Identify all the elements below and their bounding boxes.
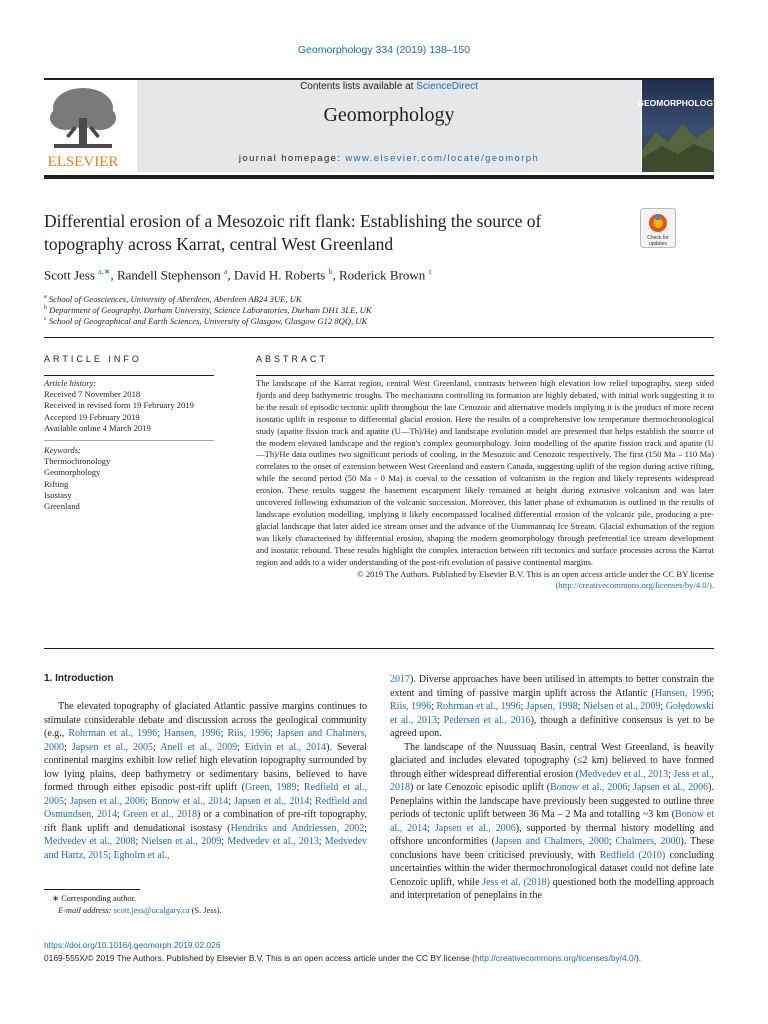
citation-link[interactable]: Nielsen et al., 2009 bbox=[582, 701, 661, 712]
masthead-bottom-rule bbox=[44, 175, 714, 179]
author-affil-marker[interactable]: a,∗ bbox=[98, 267, 111, 276]
citation-link[interactable]: Nielsen et al., 2009 bbox=[141, 836, 222, 847]
crossmark-icon bbox=[640, 208, 676, 248]
keywords-label: Keywords: bbox=[44, 445, 81, 455]
crossmark-text-1: Check for bbox=[647, 235, 669, 241]
history-item: Received in revised form 19 February 2019 bbox=[44, 400, 194, 411]
history-label: Article history: bbox=[44, 378, 97, 388]
citation-link[interactable]: Redfield (2010) bbox=[599, 849, 666, 861]
citation-link[interactable]: Eidvin et al., 2014 bbox=[244, 741, 327, 753]
intro-column-left: The elevated topography of glaciated Atlantic passive margins continues to stimulate considerable debate and discussion across the geological community (e.g., Rohrman et al., 1996; Hansen, 1996; Riis, 1996; Japsen and Chalmers, 2000; Japsen et al., 2005; Anell et al., 2009; Eidvin et al., 2014). Several continental margins exhibit low relief high elevation topography surrounded by low lying plains, deep bathymetry or sedimentary basins, believed to have formed through either episodic post-rift uplift (Green, 1989; Redfield et al., 2005; Japsen et al., 2006; Bonow et al., 2014; Japsen et al., 2014; Redfield and Osmundsen, 2014; Green et al., 2018) or a combination of pre-rift topography, rift flank uplift and denudational isostasy (Hendriks and Andriessen, 2002; Medvedev et al., 2008; Nielsen et al., 2009; Medvedev et al., 2013; Medvedev and Hartz, 2015; Egholm et al., bbox=[44, 701, 368, 861]
citation-link[interactable]: Pedersen et al., 2016 bbox=[443, 714, 531, 726]
citation-link[interactable]: Japsen et al., 2005 bbox=[71, 741, 154, 753]
abstract-bottom-rule bbox=[44, 648, 714, 649]
abstract-text: The landscape of the Karrat region, central West Greenland, contrasts between high elevation low relief topography, steep sided fjords and deep bathymetric troughs. The mechanisms controlling its formation are highly debated, with initial work suggesting it to be the result of episodic tectonic uplift throughout the late Cenozoic and alternative models implying it is the product of more recent isostatic uplift in response to differential glacial erosion. Here the results of a comprehensive low temperature thermochronological study (apatite fission track and apatite (U—Th)/He) and landscape evolution model are presented that helps establish the source of the modern elevated landscape and the region's complex geomorphology. Joint modelling of the apatite fission track and apatite (U—Th)/He data outlines two significant periods of cooling, in the Mesozoic and Cenozoic respectively. The first (150 Ma – 110 Ma) correlates to the onset of extension between West Greenland and eastern Canada, suggesting uplift of the region during active rifting, while the second period (50 Ma - 0 Ma) is coeval to the cessation of volcanism in the region and likely represents widespread erosion. These results suggest the basement escarpment likely remained at height during extrusive volcanism and was later uncovered following exhumation of the volcanic succession. Moreover, this latter phase of exhumation is outlined in the results of landscape evolution modelling, implying it likely encompassed localised differential erosion of the volcanic pile, producing a pre-glacial landscape that later aided ice stream onset and the advance of the Uummannaq Ice Stream. Glacial exhumation of the region was likely characterised by differential erosion, shaping the modern geomorphology through preferential ice stream development and isostatic rebound. These results highlight the complex interaction between rift tectonics and surface processes across the Karrat region and adds to a wider understanding of the post-rift evolution of passive continental margins. bbox=[256, 378, 714, 567]
citation-link[interactable]: 2017 bbox=[390, 674, 410, 685]
citation-link[interactable]: Medvedev et al., 2013 bbox=[578, 768, 669, 780]
affiliation bbox=[44, 314, 367, 327]
citation-link[interactable]: Medvedev et al., 2008 bbox=[44, 836, 136, 847]
citation-link[interactable]: Chalmers, 2000 bbox=[615, 836, 681, 847]
author-name: Scott Jess bbox=[44, 267, 95, 283]
keywords-block bbox=[44, 445, 234, 512]
footer-license-link[interactable]: http://creativecommons.org/licenses/by/4.0/ bbox=[474, 952, 636, 963]
author-separator: , bbox=[110, 267, 117, 283]
author-separator: , bbox=[227, 267, 234, 283]
section-divider bbox=[44, 337, 714, 338]
citation-link[interactable]: Japsen et al., 2006 bbox=[434, 822, 516, 834]
journal-homepage bbox=[137, 153, 641, 164]
author-name: David H. Roberts bbox=[233, 267, 326, 283]
homepage-label: journal homepage: bbox=[238, 153, 346, 164]
abstract-license-link[interactable]: (http://creativecommons.org/licenses/by/4.0/). bbox=[555, 580, 714, 591]
email-link[interactable]: scott.jess@ucalgary.ca bbox=[113, 905, 190, 915]
license-text: 0169-555X/© 2019 The Authors. Published by Elsevier B.V. This is an open access article under the CC BY license ( bbox=[44, 952, 475, 963]
citation-link[interactable]: Redfield and Osmundsen, 2014 bbox=[44, 795, 368, 820]
affiliation-key: b bbox=[44, 305, 47, 311]
abstract-heading: ABSTRACT bbox=[256, 354, 329, 364]
abstract-rule bbox=[256, 375, 714, 376]
check-for-updates-badge[interactable] bbox=[640, 208, 676, 248]
citation-link[interactable]: Bonow et al., 2014 bbox=[390, 809, 714, 834]
citation-link[interactable]: Japsen et al., 2006 bbox=[633, 782, 709, 793]
citation-link[interactable]: Rohrman et al., 1996 bbox=[436, 701, 521, 712]
citation-link[interactable]: Bonow et al., 2006 bbox=[550, 782, 628, 793]
crossmark-text-2: updates bbox=[649, 241, 667, 247]
keyword: Rifting bbox=[44, 478, 69, 489]
citation-link[interactable]: Jess et al. (2018) bbox=[482, 876, 550, 888]
citation-link[interactable]: Japsen et al., 2006 bbox=[69, 795, 146, 807]
affiliation-key: c bbox=[44, 316, 47, 322]
keywords-rule bbox=[44, 440, 214, 441]
elsevier-tree-logo bbox=[44, 80, 122, 172]
citation-link[interactable]: Jess et al., 2018 bbox=[390, 768, 715, 793]
journal-cover-image bbox=[637, 80, 719, 172]
footnote-rule bbox=[44, 889, 140, 890]
citation-link[interactable]: Medvedev and Hartz, 2015 bbox=[44, 836, 368, 861]
citation-link[interactable]: Hansen, 1996 bbox=[164, 728, 221, 739]
doi-link[interactable]: https://doi.org/10.1016/j.geomorph.2019.02.026 bbox=[44, 940, 221, 950]
affiliation-text: School of Geographical and Earth Sciences, University of Glasgow, Glasgow G12 8QQ, UK bbox=[48, 315, 368, 326]
history-item: Accepted 19 February 2019 bbox=[44, 411, 140, 422]
history-item: Available online 4 March 2019 bbox=[44, 422, 151, 433]
contents-line bbox=[137, 81, 641, 92]
citation-link[interactable]: Japsen, 1998 bbox=[525, 701, 578, 712]
affiliation-key: a bbox=[44, 294, 47, 300]
keyword: Thermochronology bbox=[44, 456, 111, 467]
footnote-corresponding: Corresponding author. bbox=[61, 894, 137, 903]
footnote-block bbox=[44, 893, 222, 916]
author-affil-marker[interactable]: b bbox=[328, 267, 333, 276]
abstract-copyright: © 2019 The Authors. Published by Elsevier B.V. This is an open access article under the CC BY license bbox=[357, 568, 714, 579]
sciencedirect-link[interactable]: ScienceDirect bbox=[416, 81, 478, 92]
article-title-line-2: topography across Karrat, central West Greenland bbox=[44, 234, 394, 254]
author-affil-marker[interactable]: c bbox=[428, 267, 433, 276]
affiliation-text: School of Geosciences, University of Aberdeen, Aberdeen AB24 3UE, UK bbox=[48, 293, 302, 304]
citation-link[interactable]: Medvedev et al., 2013 bbox=[227, 836, 319, 847]
citation-link[interactable]: Riis, 1996 bbox=[390, 701, 432, 712]
citation-link[interactable]: Japsen and Chalmers, 2000 bbox=[44, 728, 368, 753]
abstract-body bbox=[256, 378, 714, 592]
keyword: Geomorphology bbox=[44, 467, 101, 478]
keyword: Greenland bbox=[44, 501, 80, 512]
citation-link[interactable]: Riis, 1996 bbox=[227, 728, 271, 739]
page-footer bbox=[44, 939, 641, 964]
author-list bbox=[44, 267, 432, 283]
citation-link[interactable]: Green et al., 2018 bbox=[123, 809, 197, 820]
history-item: Received 7 November 2018 bbox=[44, 389, 141, 400]
citation-link[interactable]: Redfield et al., 2005 bbox=[44, 782, 367, 807]
email-label: E-mail address: bbox=[58, 905, 114, 915]
cover-title: GEOMORPHOLOGY bbox=[637, 98, 719, 108]
citation-link[interactable]: Bonow et al., 2014 bbox=[150, 795, 229, 807]
license-text-end: ). bbox=[635, 952, 642, 963]
citation-link[interactable]: Japsen et al., 2014 bbox=[234, 795, 310, 807]
elsevier-wordmark: ELSEVIER bbox=[47, 154, 119, 170]
author-separator: , bbox=[332, 267, 339, 283]
affiliation-text: Department of Geography, Durham University, Science Laboratories, Durham DH1 3LE, UK bbox=[49, 304, 372, 315]
citation-link[interactable]: Anell et al., 2009 bbox=[160, 741, 238, 753]
article-info-rule bbox=[44, 375, 214, 376]
citation-link[interactable]: Rohrman et al., 1996 bbox=[68, 728, 158, 739]
article-title-line-1: Differential erosion of a Mesozoic rift flank: Establishing the source of bbox=[44, 211, 542, 231]
citation-link[interactable]: Gołędowski et al., 2013 bbox=[390, 701, 715, 726]
citation-header[interactable]: Geomorphology 334 (2019) 138–150 bbox=[297, 44, 471, 56]
citation-link[interactable]: Green, 1989 bbox=[244, 782, 297, 793]
author-name: Randell Stephenson bbox=[116, 267, 221, 283]
email-suffix: (S. Jess). bbox=[189, 905, 222, 915]
citation-link[interactable]: Japsen and Chalmers, 2000 bbox=[495, 836, 609, 847]
homepage-link[interactable]: www.elsevier.com/locate/geomorph bbox=[345, 153, 540, 164]
article-info-heading: ARTICLE INFO bbox=[44, 354, 142, 364]
author-affil-marker[interactable]: a bbox=[223, 267, 228, 276]
footnote-marker: ∗ bbox=[52, 894, 60, 903]
article-title bbox=[44, 210, 634, 256]
citation-link[interactable]: Hendriks and Andriessen, 2002 bbox=[230, 822, 365, 834]
citation-link[interactable]: Hansen, 1996 bbox=[654, 687, 712, 699]
journal-name: Geomorphology bbox=[323, 104, 455, 126]
intro-column-right: 2017). Diverse approaches have been utilised in attempts to better constrain the extent and timing of passive margin uplift across the Atlantic (Hansen, 1996; Riis, 1996; Rohrman et al., 1996; Japsen, 1998; Nielsen et al., 2009; Gołędowski et al., 2013; Pedersen et al., 2016), though a definitive consensus is yet to be agreed upon. The landscape of the Nuussuaq Basin, central West Greenland, is heavily glaciated and includes elevated topography (≤2 km) believed to have formed through either widespread differential erosion (Medvedev et al., 2013; Jess et al., 2018) or late Cenozoic episodic uplift (Bonow et al., 2006; Japsen et al., 2006). Peneplains within the landscape have previously been suggested to outline three periods of tectonic uplift between 36 Ma – 2 Ma and totalling ~3 km (Bonow et al., 2014; Japsen et al., 2006), supported by thermal history modelling and offshore unconformities (Japsen and Chalmers, 2000; Chalmers, 2000). These conclusions have been criticised previously, with Redfield (2010) concluding uncertainties within the wider thermochronological dataset could not define late Cenozoic uplift, while Jess et al. (2018) questioned both the modelling approach and interpretation of peneplains in the bbox=[390, 674, 715, 901]
citation-link[interactable]: Egholm et al., bbox=[113, 849, 170, 861]
keyword: Isostasy bbox=[44, 489, 72, 500]
contents-prefix: Contents lists available at bbox=[300, 81, 417, 92]
author-name: Roderick Brown bbox=[339, 267, 426, 283]
article-history bbox=[44, 378, 234, 434]
section-heading-introduction: 1. Introduction bbox=[44, 673, 114, 684]
